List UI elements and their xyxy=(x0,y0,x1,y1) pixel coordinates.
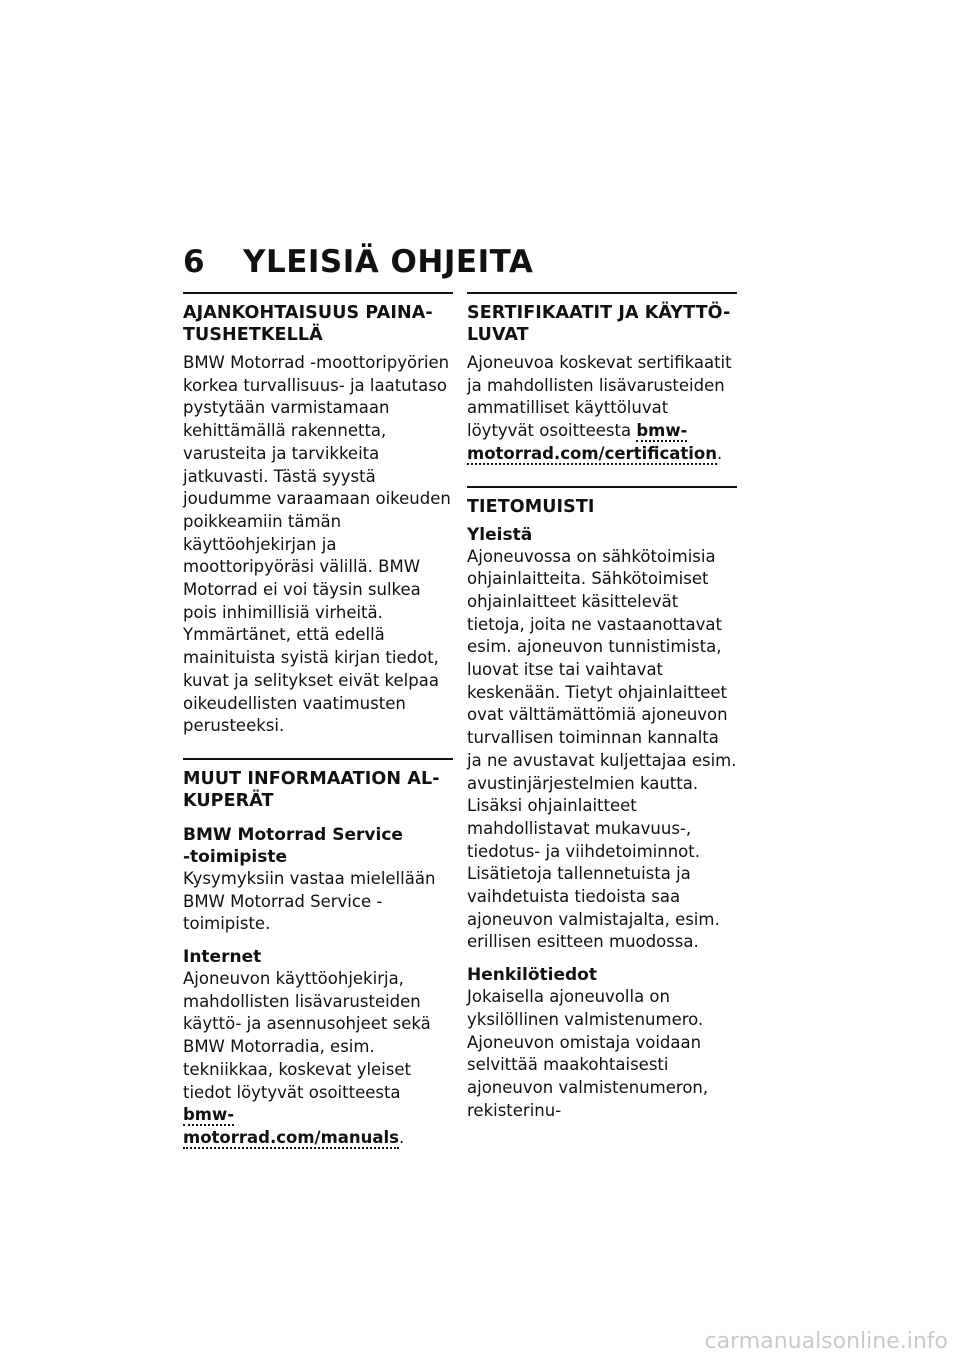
subsection-body: Jokaisella ajoneuvolla on yksilöllinen valmistenumero. Ajoneuvon omistaja voidaan selvittää maakohtaisesti ajoneuvon valmistenumeron, rekisterinu- xyxy=(467,987,709,1120)
subsection-title: Henkilötiedot xyxy=(467,965,597,986)
chapter-heading xyxy=(183,244,533,280)
section-currency xyxy=(183,292,453,738)
section-other-sources xyxy=(183,758,453,1150)
section-divider xyxy=(183,292,453,294)
subsection-title: BMW Motorrad Service -toimipiste xyxy=(183,824,403,867)
watermark: carmanualsonline.info xyxy=(704,1329,948,1354)
section-heading: MUUT INFORMAATION AL- KUPERÄT xyxy=(183,768,440,811)
section-heading: TIETOMUISTI xyxy=(467,496,595,517)
section-certificates xyxy=(467,292,737,466)
subsection-body: Kysymyksiin vastaa mielellään BMW Motorrad Service -toimipiste. xyxy=(183,868,436,934)
section-divider xyxy=(467,292,737,294)
chapter-title: YLEISIÄ OHJEITA xyxy=(243,244,534,280)
subsection-body: Lisätietoja tallennetuista ja vaihdetuista tiedoista saa ajoneuvon valmistajalta, esim. erillisen esitteen muodossa. xyxy=(467,864,720,952)
section-body: Ajoneuvoa koskevat sertifikaatit ja mahdollisten lisävarusteiden ammatilliset käyttöluvat löytyvät osoitteesta bmw-motorrad.com/certification. xyxy=(467,353,732,463)
section-heading: AJANKOHTAISUUS PAINA- TUSHETKELLÄ xyxy=(183,303,433,345)
left-column xyxy=(183,292,453,1170)
subsection-title: Internet xyxy=(183,947,262,968)
section-body: BMW Motorrad -moottoripyörien korkea turvallisuus- ja laatutaso pystytään varmistamaan kehittämällä rakennetta, varusteita ja tarvikkeita jatkuvasti. Tästä syystä joudumme varaamaan oikeuden poikkeamiin tämän käyttöohjekirjan ja moottoripyöräsi välillä. BMW Motorrad ei voi täysin sulkea pois inhimillisiä virheitä. Ymmärtänet, että edellä mainituista syistä kirjan tiedot, kuvat ja selitykset eivät kelpaa oikeudellisten vaatimusten perusteeksi. xyxy=(183,353,451,736)
chapter-number: 6 xyxy=(183,244,206,280)
certification-link[interactable]: bmw-motorrad.com/certification xyxy=(467,421,717,463)
manuals-link[interactable]: bmw-motorrad.com/manuals xyxy=(183,1105,400,1147)
right-column xyxy=(467,292,737,1142)
section-data-memory xyxy=(467,486,737,1123)
subsection-body: Ajoneuvossa on sähkötoimisia ohjainlaitteita. Sähkötoimiset ohjainlaitteet käsittelevät tietoja, joita ne vastaanottavat esim. ajoneuvon tunnistimista, luovat itse tai vaihtavat keskenään. Tietyt ohjainlaitteet ovat välttämättömiä ajoneuvon turvallisen toiminnan kannalta ja ne avustavat kuljettajaa esim. avustinjärjestelmien kautta. Lisäksi ohjainlaitteet mahdollistavat mukavuus-, tiedotus- ja viihdetoiminnot. xyxy=(467,546,737,861)
subsection-title: Yleistä xyxy=(467,524,533,545)
section-divider xyxy=(467,486,737,488)
section-divider xyxy=(183,758,453,760)
section-heading: SERTIFIKAATIT JA KÄYTTÖ- LUVAT xyxy=(467,303,731,345)
subsection-body: Ajoneuvon käyttöohjekirja, mahdollisten lisävarusteiden käyttö- ja asennusohjeet sekä BMW Motorradia, esim. tekniikkaa, koskevat yleiset tiedot löytyvät osoitteesta bmw-motorrad.com/manuals. xyxy=(183,969,431,1147)
